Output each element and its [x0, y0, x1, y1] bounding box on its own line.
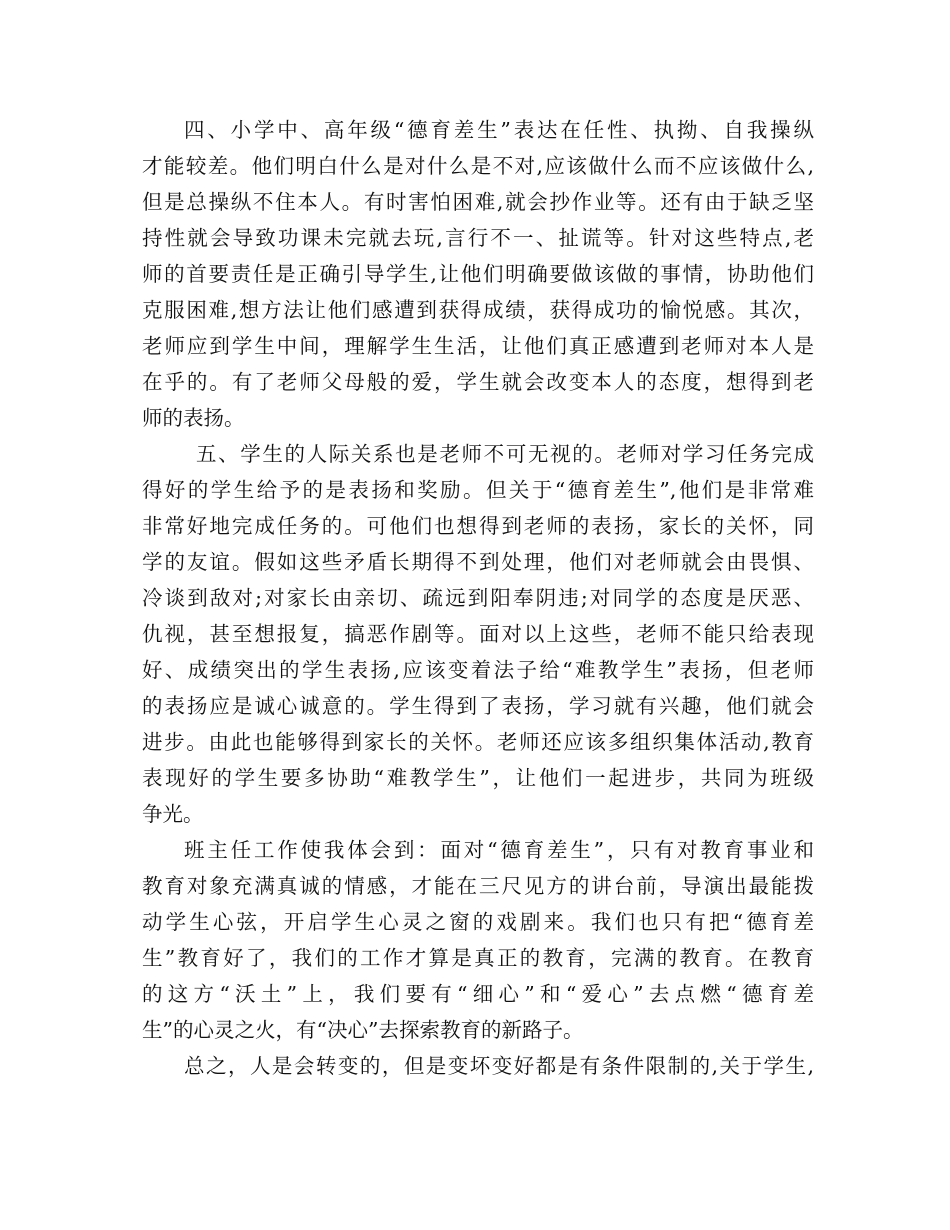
text-line: 在乎的。有了老师父母般的爱，学生就会改变本人的态度，想得到老 [142, 370, 814, 394]
text-line: 师的表扬。 [142, 406, 245, 430]
text-line: 生”教育好了，我们的工作才算是真正的教育，完满的教育。在教育 [142, 946, 814, 970]
text-line: 四、小学中、高年级“德育差生”表达在任性、执拗、自我操纵 [184, 118, 814, 142]
text-line: 的这方“沃土”上，我们要有“细心”和“爱心”去点燃“德育差 [142, 982, 814, 1006]
text-line: 才能较差。他们明白什么是对什么是不对,应该做什么而不应该做什么, [142, 154, 814, 178]
paragraph-summary [142, 832, 814, 1048]
text-line: 但是总操纵不住本人。有时害怕困难,就会抄作业等。还有由于缺乏坚 [142, 190, 814, 214]
text-line: 的表扬应是诚心诚意的。学生得到了表扬，学习就有兴趣，他们就会 [142, 694, 814, 718]
text-line: 生”的心灵之火，有“决心”去探索教育的新路子。 [142, 1018, 584, 1042]
text-line: 克服困难,想方法让他们感遭到获得成绩，获得成功的愉悦感。其次， [142, 298, 814, 322]
text-line: 学的友谊。假如这些矛盾长期得不到处理，他们对老师就会由畏惧、 [142, 550, 814, 574]
text-line: 五、学生的人际关系也是老师不可无视的。老师对学习任务完成 [196, 442, 814, 466]
text-line: 老师应到学生中间，理解学生生活，让他们真正感遭到老师对本人是 [142, 334, 814, 358]
paragraph-5 [142, 436, 814, 832]
text-line: 师的首要责任是正确引导学生,让他们明确要做该做的事情，协助他们 [142, 262, 814, 286]
text-line: 班主任工作使我体会到：面对“德育差生”，只有对教育事业和 [184, 838, 814, 862]
paragraph-conclusion [142, 1048, 814, 1084]
text-line: 进步。由此也能够得到家长的关怀。老师还应该多组织集体活动,教育 [142, 730, 814, 754]
text-line: 动学生心弦，开启学生心灵之窗的戏剧来。我们也只有把“德育差 [142, 910, 814, 934]
text-line: 好、成绩突出的学生表扬,应该变着法子给“难教学生”表扬，但老师 [142, 658, 814, 682]
text-line: 持性就会导致功课未完就去玩,言行不一、扯谎等。针对这些特点,老 [142, 226, 814, 250]
text-line: 争光。 [142, 802, 204, 826]
text-line: 仇视，甚至想报复，搞恶作剧等。面对以上这些，老师不能只给表现 [142, 622, 814, 646]
text-line: 得好的学生给予的是表扬和奖励。但关于“德育差生”,他们是非常难 [142, 478, 814, 502]
text-line: 教育对象充满真诚的情感，才能在三尺见方的讲台前，导演出最能拨 [142, 874, 814, 898]
text-line: 冷谈到敌对;对家长由亲切、疏远到阳奉阴违;对同学的态度是厌恶、 [142, 586, 814, 610]
paragraph-4 [142, 112, 814, 436]
document-body [142, 112, 814, 1084]
text-line: 总之，人是会转变的，但是变坏变好都是有条件限制的,关于学生, [184, 1054, 814, 1078]
text-line: 表现好的学生要多协助“难教学生”，让他们一起进步，共同为班级 [142, 766, 814, 790]
text-line: 非常好地完成任务的。可他们也想得到老师的表扬，家长的关怀，同 [142, 514, 814, 538]
